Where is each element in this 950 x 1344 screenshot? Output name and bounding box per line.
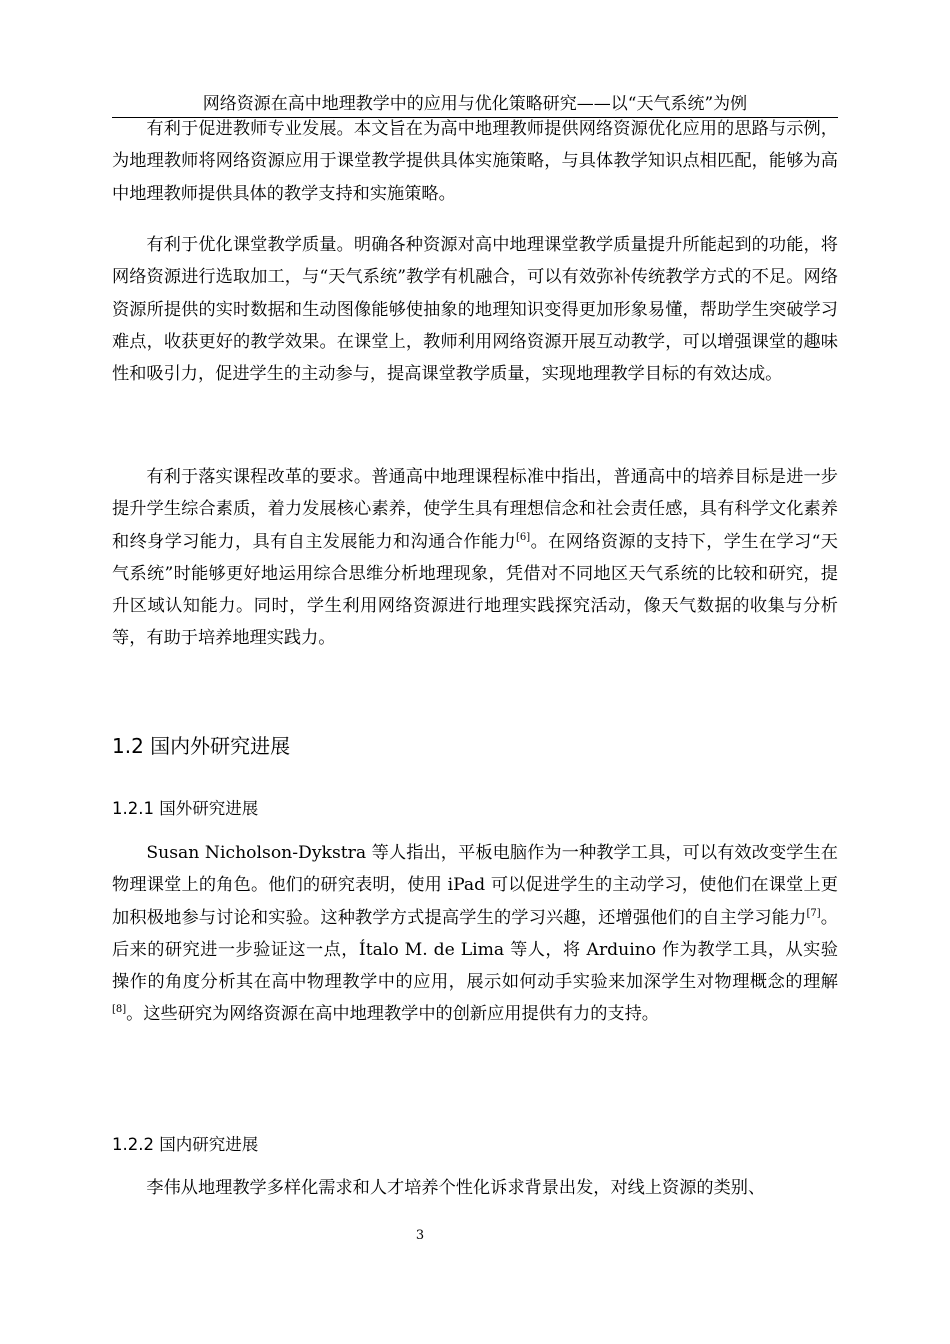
paragraph-text: 有利于落实课程改革的要求。普通高中地理课程标准中指出，普通高中的培养目标是进一步提升学生综合素质，着力发展核心素养，使学生具有理想信念和社会责任感，具有科学文化素养和终身学习能力，具有自主发展能力和沟通合作能力 — [112, 467, 838, 552]
paragraph-curriculum-reform — [112, 461, 838, 655]
section-heading: 1.2 国内外研究进展 — [112, 734, 291, 758]
paragraph-foreign-research — [112, 837, 838, 1031]
paragraph-text: 。在网络资源的支持下，学生在学习“天气系统”时能够更好地运用综合思维分析地理现象，凭借对不同地区天气系统的比较和研究，提升区域认知能力。同时，学生利用网络资源进行地理实践探究活动，像天气数据的收集与分析等，有助于培养地理实践力。 — [112, 531, 838, 649]
paragraph-teaching-quality: 有利于优化课堂教学质量。明确各种资源对高中地理课堂教学质量提升所能起到的功能，将网络资源进行选取加工，与“天气系统”教学有机融合，可以有效弥补传统教学方式的不足。网络资源所提供的实时数据和生动图像能够使抽象的地理知识变得更加形象易懂，帮助学生突破学习难点，收获更好的教学效果。在课堂上，教师利用网络资源开展互动教学，可以增强课堂的趣味性和吸引力，促进学生的主动参与，提高课堂教学质量，实现地理教学目标的有效达成。 — [112, 235, 838, 385]
citation-ref: [6] — [516, 531, 531, 543]
citation-ref: [8] — [112, 1004, 127, 1016]
running-header: 网络资源在高中地理教学中的应用与优化策略研究——以“天气系统”为例 — [202, 94, 748, 114]
citation-ref: [7] — [806, 907, 821, 919]
subsection-heading-foreign: 1.2.1 国外研究进展 — [112, 799, 259, 818]
paragraph-domestic-research: 李伟从地理教学多样化需求和人才培养个性化诉求背景出发，对线上资源的类别、 — [146, 1178, 766, 1198]
paragraph-text: 。这些研究为网络资源在高中地理教学中的创新应用提供有力的支持。 — [126, 1004, 659, 1025]
page-number: 3 — [415, 1228, 425, 1243]
paragraph-teacher-development: 有利于促进教师专业发展。本文旨在为高中地理教师提供网络资源优化应用的思路与示例，为地理教师将网络资源应用于课堂教学提供具体实施策略，与具体教学知识点相匹配，能够为高中地理教师提供具体的教学支持和实施策略。 — [112, 119, 838, 204]
paragraph-text: Susan Nicholson-Dykstra 等人指出，平板电脑作为一种教学工具，可以有效改变学生在物理课堂上的角色。他们的研究表明，使用 iPad 可以促进学生的主动学习，使他们在课堂上更加积极地参与讨论和实验。这种教学方式提高学生的学习兴趣，还增强他们的自主学习能力 — [112, 843, 838, 928]
subsection-heading-domestic: 1.2.2 国内研究进展 — [112, 1135, 259, 1154]
paragraph-text: 。后来的研究进一步验证这一点，Ítalo M. de Lima 等人，将 Arduino 作为教学工具，从实验操作的角度分析其在高中物理教学中的应用，展示如何动手实验来加深学生对物理概念的理解 — [112, 907, 838, 993]
